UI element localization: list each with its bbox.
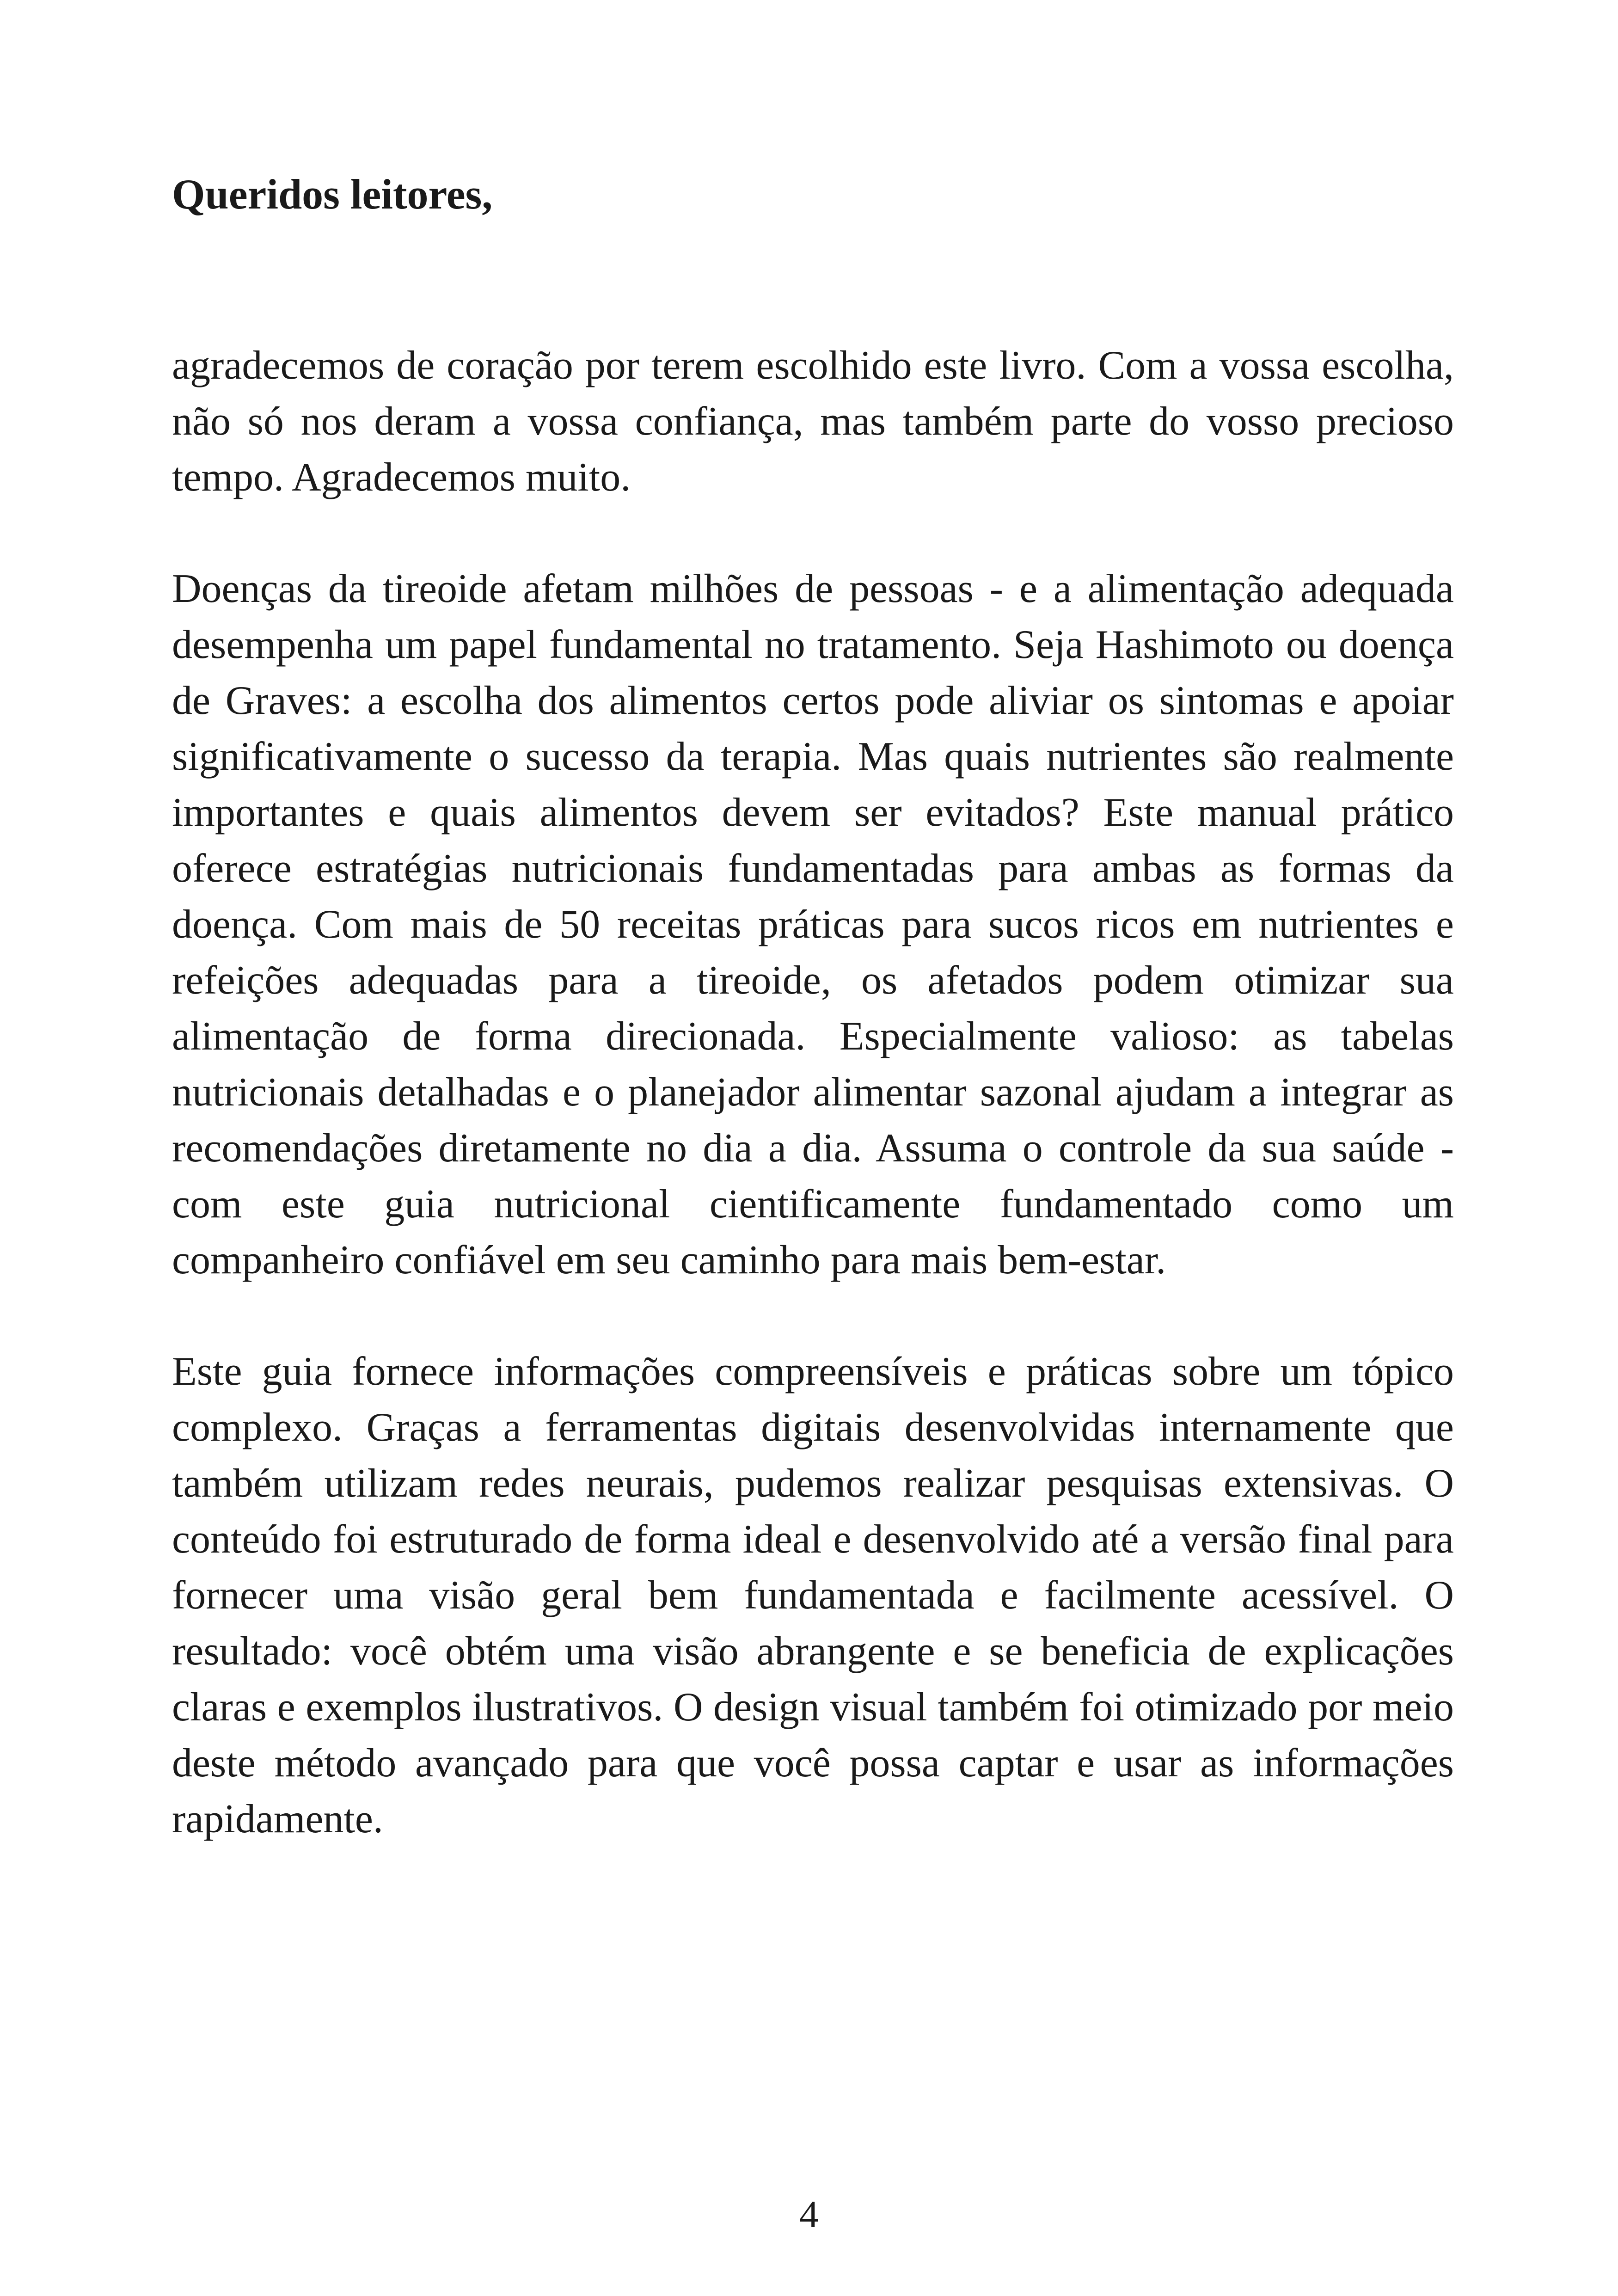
paragraph-thyroid-intro: Doenças da tireoide afetam milhões de pessoas - e a alimentação adequada desempenha um papel fundamental no tratamento. Seja Hashimoto ou doença de Graves: a escolha dos alimentos certos pode aliviar os sintomas e apoiar significativamente o sucesso da terapia. Mas quais nutrientes são realmente importantes e quais alimentos devem ser evitados? Este manual prático oferece estratégias nutricionais fundamentadas para ambas as formas da doença. Com mais de 50 receitas práticas para sucos ricos em nutrientes e refeições adequadas para a tireoide, os afetados podem otimizar sua alimentação de forma direcionada. Especialmente valioso: as tabelas nutricionais detalhadas e o planejador alimentar sazonal ajudam a integrar as recomendações diretamente no dia a dia. Assuma o controle da sua saúde - com este guia nutricional cientificamente fundamentado como um companheiro confiável em seu caminho para mais bem-estar. [172,566,1454,1283]
paragraph-guide-method: Este guia fornece informações compreensíveis e práticas sobre um tópico complexo. Graças a ferramentas digitais desenvolvidas internamente que também utilizam redes neurais, pudemos realizar pesquisas extensivas. O conteúdo foi estruturado de forma ideal e desenvolvido até a versão final para fornecer uma visão geral bem fundamentada e facilmente acessível. O resultado: você obtém uma visão abrangente e se beneficia de explicações claras e exemplos ilustrativos. O design visual também foi otimizado por meio deste método avançado para que você possa captar e usar as informações rapidamente. [172,1349,1454,1842]
page-content [172,166,1454,1847]
paragraph-thanks: agradecemos de coração por terem escolhido este livro. Com a vossa escolha, não só nos deram a vossa confiança, mas também parte do vosso precioso tempo. Agradecemos muito. [172,343,1454,500]
greeting-heading: Queridos leitores, [172,171,493,218]
page-number: 4 [799,2193,819,2236]
